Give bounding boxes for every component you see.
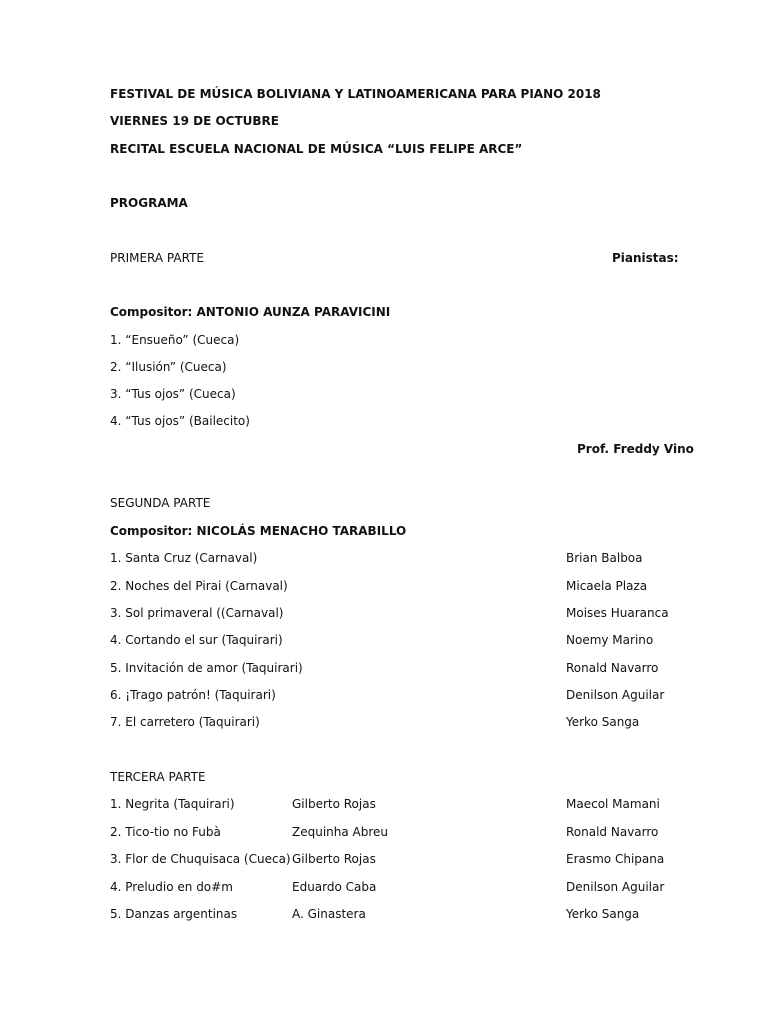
part2-pianist: Ronald Navarro: [566, 661, 659, 675]
event-date: VIERNES 19 DE OCTUBRE: [110, 114, 279, 128]
part1-item: 2. “Ilusión” (Cueca): [110, 360, 227, 374]
part3-pianist: Maecol Mamani: [566, 797, 660, 811]
part3-title: TERCERA PARTE: [110, 770, 206, 784]
recital-title: RECITAL ESCUELA NACIONAL DE MÚSICA “LUIS FELIPE ARCE”: [110, 142, 523, 156]
part3-composer: A. Ginastera: [292, 907, 366, 921]
part2-piece: 6. ¡Trago patrón! (Taquirari): [110, 688, 276, 702]
pianists-label: Pianistas:: [612, 251, 679, 265]
part3-piece: 1. Negrita (Taquirari): [110, 797, 235, 811]
part3-composer: Gilberto Rojas: [292, 797, 376, 811]
part2-composer: Compositor: NICOLÁS MENACHO TARABILLO: [110, 524, 407, 538]
part2-piece: 4. Cortando el sur (Taquirari): [110, 633, 283, 647]
part3-composer: Eduardo Caba: [292, 880, 377, 894]
part1-composer: Compositor: ANTONIO AUNZA PARAVICINI: [110, 305, 391, 319]
part1-item: 4. “Tus ojos” (Bailecito): [110, 414, 250, 428]
part3-piece: 3. Flor de Chuquisaca (Cueca): [110, 852, 291, 866]
part2-title: SEGUNDA PARTE: [110, 496, 211, 510]
festival-title: FESTIVAL DE MÚSICA BOLIVIANA Y LATINOAMERICANA PARA PIANO 2018: [110, 87, 601, 101]
part3-pianist: Erasmo Chipana: [566, 852, 665, 866]
part3-composer: Zequinha Abreu: [292, 825, 389, 839]
part2-pianist: Noemy Marino: [566, 633, 654, 647]
part2-piece: 7. El carretero (Taquirari): [110, 715, 260, 729]
part3-composer: Gilberto Rojas: [292, 852, 376, 866]
part3-piece: 4. Preludio en do#m: [110, 880, 233, 894]
programa-heading: PROGRAMA: [110, 196, 188, 210]
part2-pianist: Micaela Plaza: [566, 579, 648, 593]
part2-piece: 2. Noches del Pirai (Carnaval): [110, 579, 288, 593]
part2-pianist: Moises Huaranca: [566, 606, 669, 620]
part2-pianist: Yerko Sanga: [566, 715, 640, 729]
part3-piece: 2. Tico-tio no Fubà: [110, 825, 221, 839]
part3-pianist: Denilson Aguilar: [566, 880, 665, 894]
part3-piece: 5. Danzas argentinas: [110, 907, 238, 921]
part2-pianist: Brian Balboa: [566, 551, 643, 565]
part1-item: 3. “Tus ojos” (Cueca): [110, 387, 236, 401]
part2-piece: 5. Invitación de amor (Taquirari): [110, 661, 303, 675]
part1-item: 1. “Ensueño” (Cueca): [110, 333, 240, 347]
part3-pianist: Ronald Navarro: [566, 825, 659, 839]
part2-piece: 3. Sol primaveral ((Carnaval): [110, 606, 284, 620]
part1-pianist: Prof. Freddy Vino: [577, 442, 694, 456]
part2-piece: 1. Santa Cruz (Carnaval): [110, 551, 258, 565]
part3-pianist: Yerko Sanga: [566, 907, 640, 921]
part2-pianist: Denilson Aguilar: [566, 688, 665, 702]
part1-title: PRIMERA PARTE: [110, 251, 204, 265]
